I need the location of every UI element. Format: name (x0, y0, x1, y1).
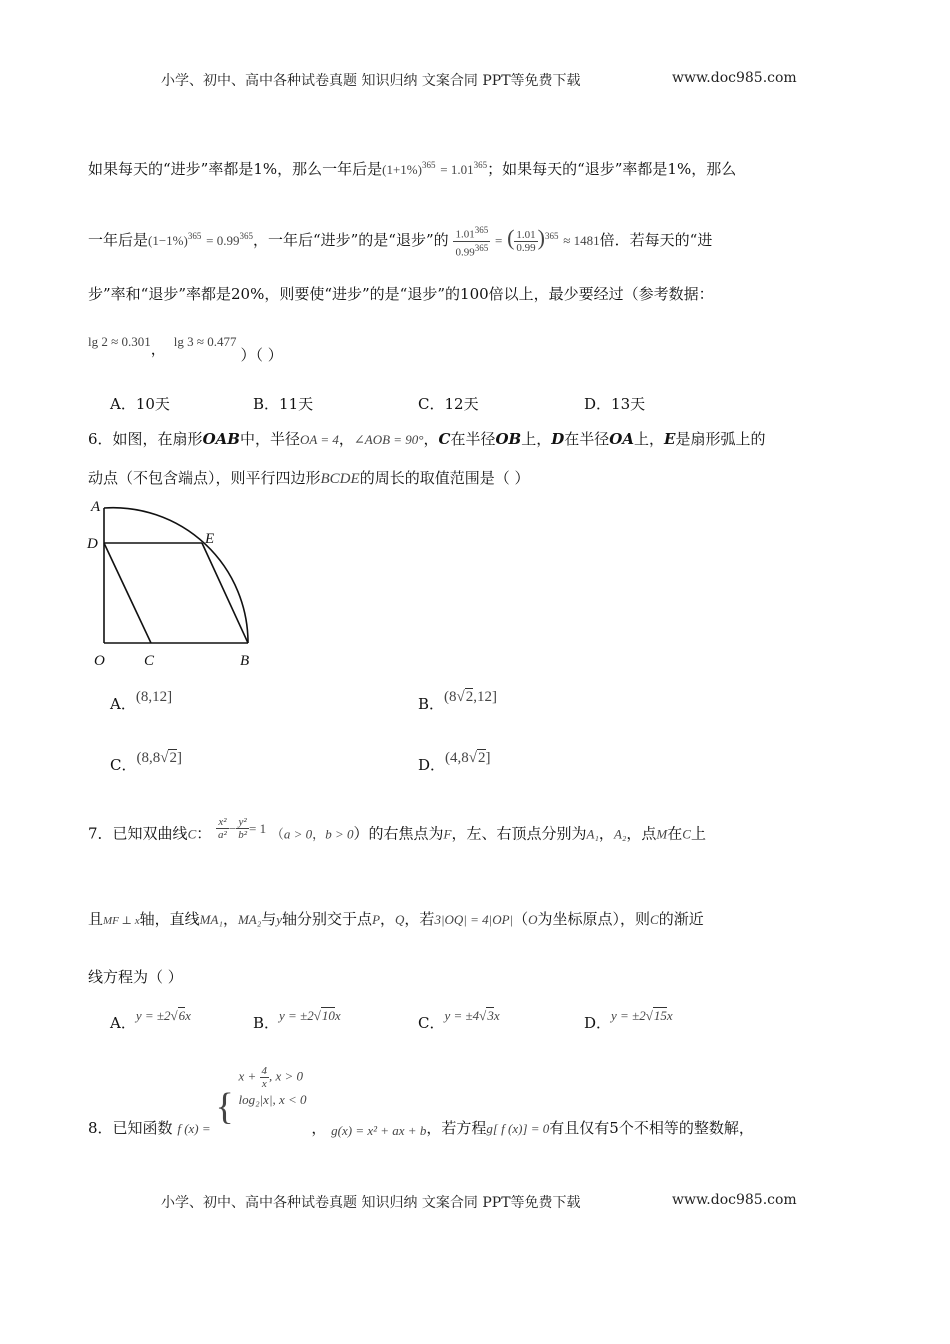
label-b: B (240, 653, 250, 669)
q7-option-c[interactable]: C．y = ±4√3x (418, 1008, 500, 1032)
q7-option-d[interactable]: D．y = ±2√15x (584, 1008, 673, 1032)
q5-line4: lg 2 ≈ 0.301， lg 3 ≈ 0.477）（ ） (88, 334, 283, 364)
q7-option-b[interactable]: B．y = ±2√10x (253, 1008, 341, 1032)
label-e: E (205, 531, 215, 547)
page-footer-url[interactable]: www.doc985.com (672, 1192, 797, 1208)
page-footer-text: 小学、初中、高中各种试卷真题 知识归纳 文案合同 PPT等免费下载 (161, 1195, 581, 1211)
q5-line1: 如果每天的“进步”率都是1%，那么一年后是$(1+1\%)^{365} = 1.01^{365}$；如果每天的“退步”率都是1%，那么 (88, 160, 737, 178)
q6-line1: 6．如图，在扇形OAB中，半径OA = 4，∠AOB = 90°，C在半径OB上，D在半径OA上，E是扇形弧上的 (88, 430, 766, 448)
q6-line2: 动点（不包含端点），则平行四边形BCDE的周长的取值范围是（ ） (88, 469, 530, 487)
q6-option-d[interactable]: D．(4,8√2] (418, 750, 491, 774)
q7-line2: 且MF ⊥ x轴，直线MA₁，MA₂与y轴分别交于点P，Q，若3|OQ| = 4|OP|（O为坐标原点），则C的渐近 (88, 910, 704, 928)
fraction-ratio: $\frac{1.01^{365}}{0.99^{365}}$ (455, 225, 489, 259)
label-o: O (94, 653, 105, 669)
page-header-url[interactable]: www.doc985.com (672, 70, 797, 86)
q5-line3: 步”率和“退步”率都是20%，则要使“进步”的是“退步”的100倍以上，最少要经过（参考数据： (88, 285, 714, 303)
q7-option-a[interactable]: A．y = ±2√6x (110, 1008, 191, 1032)
q5-line2: 一年后是$(1-1\%)^{365} = 0.99^{365}$，一年后“进步”的是“退步”的 $\frac{1.01^{365}}{0.99^{365}}$ = ( $\frac{1.01}{0.99}$ )$^{365}$ ≈ 1481倍．若每天的“进 (88, 225, 713, 259)
segment-eb (202, 543, 248, 643)
q6-option-a[interactable]: A．(8,12] (110, 689, 173, 713)
sector-figure (85, 495, 265, 675)
label-a: A (91, 499, 101, 515)
q5-option-b[interactable]: B．11天 (253, 395, 314, 413)
q8-line1: 8．已知函数 f (x) = { x + $\frac{4}{x}$ , x > 0 log₂|x|, x < 0 ， g(x) = x² + ax + b，若方程g[ f (x)] = 0有且仅有5个不相等的整数解， (88, 1064, 754, 1138)
page-header-text: 小学、初中、高中各种试卷真题 知识归纳 文案合同 PPT等免费下载 (161, 73, 581, 89)
label-c: C (144, 653, 155, 669)
q7-line3: 线方程为（ ） (88, 968, 183, 986)
label-d: D (87, 536, 98, 552)
sector-arc (104, 508, 248, 643)
q5-option-c[interactable]: C．12天 (418, 395, 479, 413)
segment-dc (104, 543, 151, 643)
q6-option-b[interactable]: B．(8√2,12] (418, 689, 498, 713)
q6-option-c[interactable]: C．(8,8√2] (110, 750, 182, 774)
q5-option-d[interactable]: D．13天 (584, 395, 646, 413)
q5-option-a[interactable]: A．10天 (110, 395, 170, 413)
q7-line1: 7．已知双曲线C： $\frac{\text{x²}}{\text{a²}}$ − $\frac{\text{y²}}{\text{b²}}$ = 1 （a > 0，b > 0）的右焦点为F，左、右顶点分别为A₁，A₂，点M在C上 (88, 816, 706, 843)
